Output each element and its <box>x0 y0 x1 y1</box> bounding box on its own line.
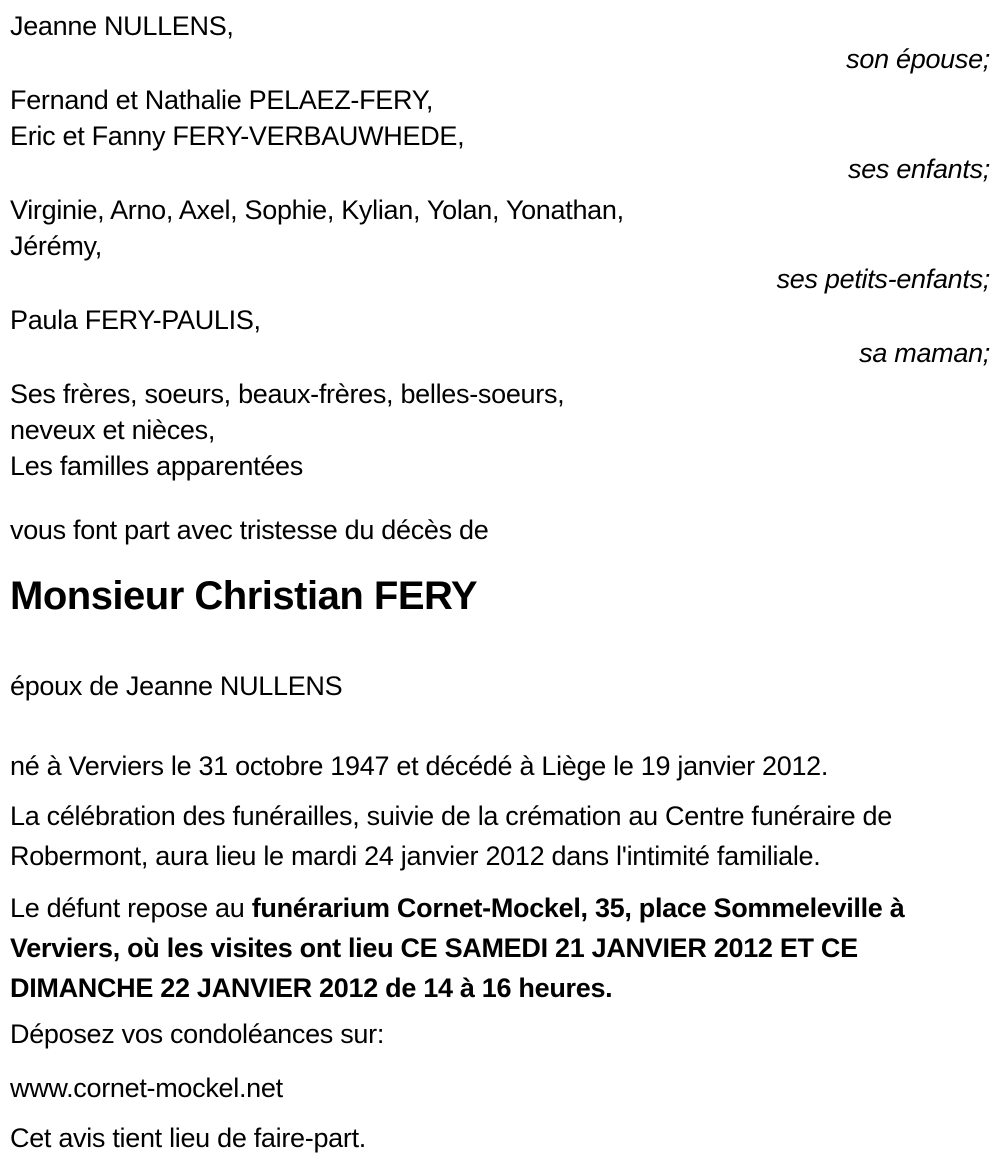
closing-line: Cet avis tient lieu de faire-part. <box>10 1123 366 1153</box>
family-line: Fernand et Nathalie PELAEZ-FERY, <box>10 85 434 115</box>
condolences-label: Déposez vos condoléances sur: <box>10 1019 385 1049</box>
family-line: Les familles apparentées <box>10 451 303 481</box>
repose-paragraph <box>10 888 990 1008</box>
family-group-grandchildren <box>10 192 990 294</box>
family-group-children <box>10 82 990 184</box>
relation-label: ses enfants; <box>848 154 990 184</box>
spouse-line: époux de Jeanne NULLENS <box>10 671 343 701</box>
family-group-extended <box>10 376 990 484</box>
relation-label: sa maman; <box>859 338 990 368</box>
announcement-line: vous font part avec tristesse du décès de <box>10 515 489 545</box>
family-line: Jeanne NULLENS, <box>10 11 234 41</box>
family-group-spouse <box>10 8 990 74</box>
repose-prefix: Le défunt repose au <box>10 893 252 923</box>
family-line: Jérémy, <box>10 231 102 261</box>
family-line: Eric et Fanny FERY-VERBAUWHEDE, <box>10 121 465 151</box>
relation-label: ses petits-enfants; <box>776 264 990 294</box>
family-line: Paula FERY-PAULIS, <box>10 305 261 335</box>
family-line: Virginie, Arno, Axel, Sophie, Kylian, Yolan, Yonathan, <box>10 195 624 225</box>
ceremony-paragraph: La célébration des funérailles, suivie de la crémation au Centre funéraire de Robermont, aura lieu le mardi 24 janvier 2012 dans l'intimité familiale. <box>10 801 892 871</box>
relation-label: son épouse; <box>846 44 990 74</box>
birth-death-line: né à Verviers le 31 octobre 1947 et décédé à Liège le 19 janvier 2012. <box>10 751 829 781</box>
deceased-name: Monsieur Christian FERY <box>10 574 478 618</box>
website-link[interactable]: www.cornet-mockel.net <box>10 1073 283 1103</box>
family-group-mother <box>10 302 990 368</box>
family-line: Ses frères, soeurs, beaux-frères, belles-soeurs, <box>10 379 565 409</box>
family-line: neveux et nièces, <box>10 415 216 445</box>
repose-details: funérarium Cornet-Mockel, 35, place Sommeleville à Verviers, où les visites ont lieu CE SAMEDI 21 JANVIER 2012 ET CE DIMANCHE 22 JANVIER 2012 de 14 à 16 heures. <box>10 893 905 1003</box>
